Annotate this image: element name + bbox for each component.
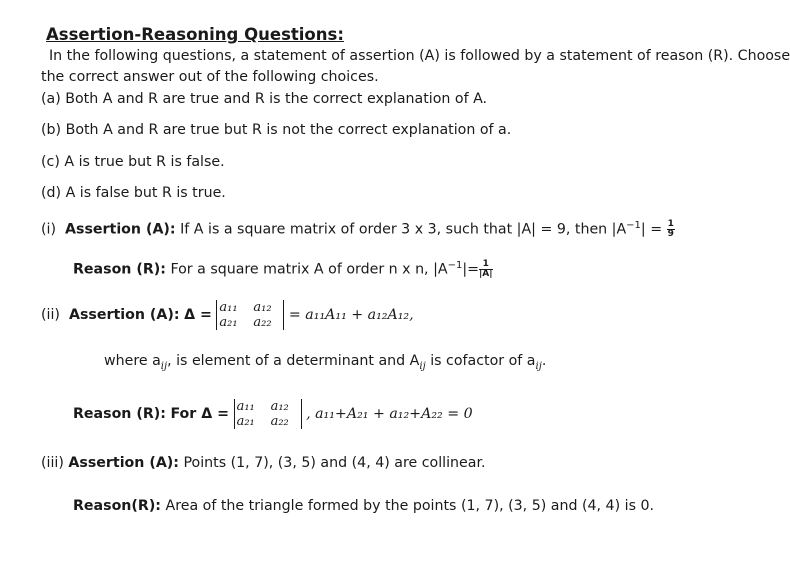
q3-assertion xyxy=(41,454,486,472)
q1-reason-fraction xyxy=(479,260,493,279)
q1-reason-frac-num: 1 xyxy=(479,260,493,270)
q1-assertion-tail: | = xyxy=(640,221,663,238)
q3-reason xyxy=(73,497,654,515)
det-cell: a₁₁ xyxy=(236,399,255,414)
q1-reason-tail: |= xyxy=(462,261,479,278)
q3-reason-text: Area of the triangle formed by the points (1, 7), (3, 5) and (4, 4) is 0. xyxy=(165,498,655,514)
q2-where-sub2: ij xyxy=(419,360,426,372)
q2-reason xyxy=(73,397,473,431)
det-cell: a₁₂ xyxy=(253,300,272,315)
det-cell: a₁₂ xyxy=(270,399,289,414)
q2-where: where $a_{ij}$, is element of a determinant and $A_{ij}$ is cofactor of $a_{ij}$. xyxy=(104,353,547,372)
intro-line-1: In the following questions, a statement of assertion (A) is followed by a statement of reason (R). Choose xyxy=(49,48,790,64)
q2-where-end: is cofactor of a xyxy=(425,353,536,369)
q2-determinant xyxy=(216,300,284,330)
q2-reason-determinant xyxy=(234,399,302,429)
choice-c: (c) A is true but R is false. xyxy=(41,154,225,170)
q1-reason-sup: −1 xyxy=(447,259,463,271)
q2-assertion xyxy=(41,298,414,332)
q1-frac-num: 1 xyxy=(667,219,674,229)
q3-assertion-label: Assertion (A): xyxy=(68,455,179,471)
det-cell: a₂₁ xyxy=(236,414,255,429)
q1-fraction xyxy=(667,220,675,239)
q2-where-sub3: ij xyxy=(535,360,542,372)
q1-reason xyxy=(73,260,493,279)
q1-number: (i) xyxy=(41,221,57,238)
page-title: Assertion-Reasoning Questions: xyxy=(46,25,344,44)
choice-b: (b) Both A and R are true but R is not the correct explanation of a. xyxy=(41,122,512,138)
q2-number: (ii) xyxy=(41,307,60,323)
q2-where-sub: ij xyxy=(160,360,168,372)
det-cell: a₁₁ xyxy=(219,300,238,315)
q2-where-mid: , is element of a determinant and A xyxy=(167,353,420,369)
q2-reason-label: Reason (R): xyxy=(73,406,166,422)
q3-reason-label: Reason(R): xyxy=(73,498,161,514)
q1-frac-den: 9 xyxy=(667,229,674,239)
q1-assertion xyxy=(41,220,675,239)
det-cell: a₂₂ xyxy=(253,315,272,330)
q1-reason-frac-den: |A| xyxy=(479,269,493,279)
q2-reason-rhs: , a₁₁+A₂₁ + a₁₂+A₂₂ = 0 xyxy=(306,406,473,422)
q2-where-text: where a xyxy=(104,353,161,369)
intro-line-2: the correct answer out of the following choices. xyxy=(41,69,379,85)
q2-assertion-label: Assertion (A): xyxy=(69,307,180,323)
q2-delta: Δ = xyxy=(184,307,212,323)
q1-reason-text: For a square matrix A of order n x n, |A xyxy=(170,261,448,278)
choice-a: (a) Both A and R are true and R is the correct explanation of A. xyxy=(41,91,488,107)
det-cell: a₂₁ xyxy=(219,315,238,330)
q1-assertion-text: If A is a square matrix of order 3 x 3, such that |A| = 9, then |A xyxy=(180,221,627,238)
q1-reason-label: Reason (R): xyxy=(73,261,166,278)
q3-number: (iii) xyxy=(41,455,64,471)
q1-assertion-label: Assertion (A): xyxy=(65,221,176,238)
q3-assertion-text: Points (1, 7), (3, 5) and (4, 4) are collinear. xyxy=(183,455,486,471)
q2-reason-delta: For Δ = xyxy=(170,406,230,422)
q1-assertion-sup: −1 xyxy=(626,219,641,231)
det-cell: a₂₂ xyxy=(270,414,289,429)
choice-d: (d) A is false but R is true. xyxy=(41,185,226,201)
q2-rhs: = a₁₁A₁₁ + a₁₂A₁₂, xyxy=(288,307,414,323)
